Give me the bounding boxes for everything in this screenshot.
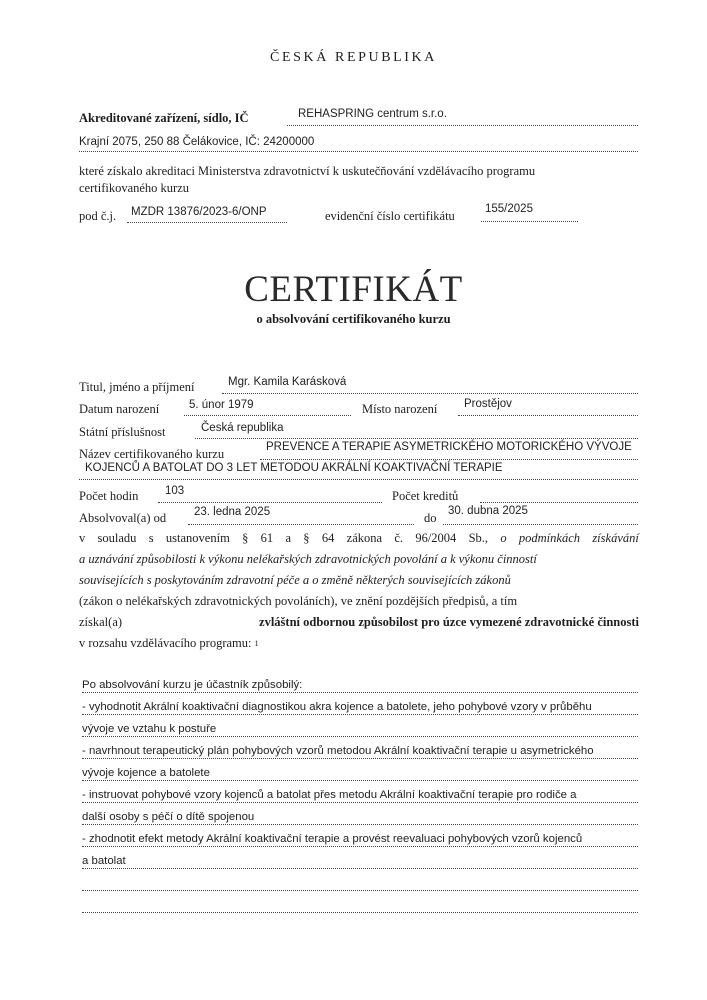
scope-line (82, 693, 638, 715)
name-line (222, 393, 638, 394)
legal-text: souvisejících s poskytováním zdravotní péče a o změně některých souvisejících zákonů (79, 573, 511, 587)
pob-label: Místo narození (362, 402, 438, 416)
legal-word: s (148, 531, 154, 545)
legal-word: ustanovením (165, 531, 230, 545)
facility-address-line (79, 151, 638, 152)
legal-word-italic: získávání (592, 531, 639, 545)
scope-line (82, 715, 638, 737)
pob-value: Prostějov (464, 398, 512, 410)
facility-address: Krajní 2075, 250 88 Čelákovice, IČ: 24200000 (79, 136, 315, 148)
period-from-label: Absolvoval(a) od (79, 511, 167, 525)
scope-line (82, 737, 638, 759)
legal-word: § (242, 531, 249, 545)
legal-text: získal(a) (79, 615, 123, 629)
hours-label: Počet hodin (79, 489, 139, 503)
certificate-number-line (481, 221, 578, 222)
legal-word: 64 (321, 531, 335, 545)
scope-text: další osoby s péčí o dítě spojenou (82, 811, 255, 823)
accreditation-text-1: které získalo akreditaci Ministerstva zdravotnictví k uskutečňování vzdělávacího programu (79, 164, 536, 178)
scope-line (82, 671, 638, 693)
dob-line (184, 415, 351, 416)
legal-word-italic: podmínkách (518, 531, 581, 545)
legal-line-4 (79, 591, 639, 612)
legal-word: § (303, 531, 310, 545)
course-name-line2-dots (79, 479, 638, 480)
legal-line-2 (79, 549, 639, 570)
footnote-mark: 1 (254, 639, 259, 648)
scope-line (82, 891, 638, 913)
course-name-line2: KOJENCŮ A BATOLAT DO 3 LET METODOU AKRÁLNÍ KOAKTIVAČNÍ TERAPIE (85, 462, 503, 474)
period-from-line (188, 524, 414, 525)
scope-text: - zhodnotit efekt metody Akrální koaktivační terapie a provést reevaluaci pohybových vzorů kojenců (82, 833, 583, 845)
legal-word: souladu (97, 531, 137, 545)
scope-text: Po absolvování kurzu je účastník způsobilý: (82, 679, 303, 691)
scope-text: - navrhnout terapeutický plán pohybových vzorů metodou Akrální koaktivační terapie u asymetrického (82, 745, 594, 757)
name-label: Titul, jméno a příjmení (79, 380, 195, 394)
name-value: Mgr. Kamila Karásková (228, 376, 347, 388)
legal-text: a uznávání způsobilosti k výkonu nelékařských zdravotnických povolání a k výkonu činností (79, 552, 537, 566)
dob-value: 5. únor 1979 (189, 399, 254, 411)
period-to-value: 30. dubna 2025 (448, 505, 528, 517)
citizenship-line (195, 438, 638, 439)
reference-value: MZDR 13876/2023-6/ONP (131, 206, 267, 218)
citizenship-value: Česká republika (201, 422, 284, 434)
facility-label: Akreditované zařízení, sídlo, IČ (79, 111, 249, 125)
pob-line (458, 415, 638, 416)
special-competence-text: zvláštní odbornou způsobilost pro úzce vymezené zdravotnické činnosti (259, 615, 639, 629)
certificate-title: CERTIFIKÁT (244, 269, 463, 310)
period-to-label: do (424, 511, 437, 525)
reference-label: pod č.j. (79, 209, 117, 223)
hours-line (158, 502, 382, 503)
accreditation-text-2: certifikovaného kurzu (79, 181, 190, 195)
hours-value: 103 (165, 485, 185, 497)
legal-line-3 (79, 570, 639, 591)
legal-text: v rozsahu vzdělávacího programu: (79, 636, 252, 650)
reference-line (127, 222, 287, 223)
legal-word: 96/2004 (415, 531, 457, 545)
scope-line (82, 825, 638, 847)
period-to-line (443, 524, 638, 525)
legal-word: zákona (346, 531, 383, 545)
country-heading: ČESKÁ REPUBLIKA (270, 50, 437, 65)
legal-line-1 (79, 528, 639, 549)
scope-line (82, 803, 638, 825)
legal-word: č. (394, 531, 404, 545)
certificate-subtitle: o absolvování certifikovaného kurzu (256, 312, 451, 326)
scope-line (82, 869, 638, 891)
legal-word: 61 (260, 531, 274, 545)
legal-line-5 (79, 612, 639, 633)
credits-line (480, 502, 638, 503)
course-name-label: Název certifikovaného kurzu (79, 447, 225, 461)
scope-line (82, 781, 638, 803)
course-name-line1-dots (260, 459, 638, 460)
legal-line-6 (79, 633, 639, 654)
scope-line (82, 759, 638, 781)
scope-text: a batolat (82, 855, 126, 867)
scope-text: vývoje ve vztahu k postuře (82, 723, 217, 735)
dob-label: Datum narození (79, 402, 160, 416)
certificate-number-label: evidenční číslo certifikátu (325, 209, 455, 223)
legal-word: v (79, 531, 86, 545)
credits-label: Počet kreditů (392, 489, 459, 503)
certificate-number-value: 155/2025 (485, 203, 533, 215)
scope-line (82, 847, 638, 869)
period-from-value: 23. ledna 2025 (194, 506, 271, 518)
legal-text: (zákon o nelékařských zdravotnických povoláních), ve znění pozdějších předpisů, a tím (79, 594, 518, 608)
legal-word-italic: o (500, 531, 507, 545)
scope-text: - instruovat pohybové vzory kojenců a batolat přes metodu Akrální koaktivační terapie pro rodiče a (82, 789, 577, 801)
scope-text: - vyhodnotit Akrální koaktivační diagnostikou akra kojence a batolete, jeho pohybové vzory v průběhu (82, 701, 592, 713)
facility-name-line (287, 125, 638, 126)
legal-word: a (285, 531, 291, 545)
legal-paragraph (79, 528, 639, 654)
course-name-line1: PREVENCE A TERAPIE ASYMETRICKÉHO MOTORICKÉHO VÝVOJE (266, 441, 632, 453)
scope-text: vývoje kojence a batolete (82, 767, 210, 779)
facility-name: REHASPRING centrum s.r.o. (298, 108, 447, 120)
legal-word: Sb., (468, 531, 489, 545)
citizenship-label: Státní příslušnost (79, 425, 166, 439)
